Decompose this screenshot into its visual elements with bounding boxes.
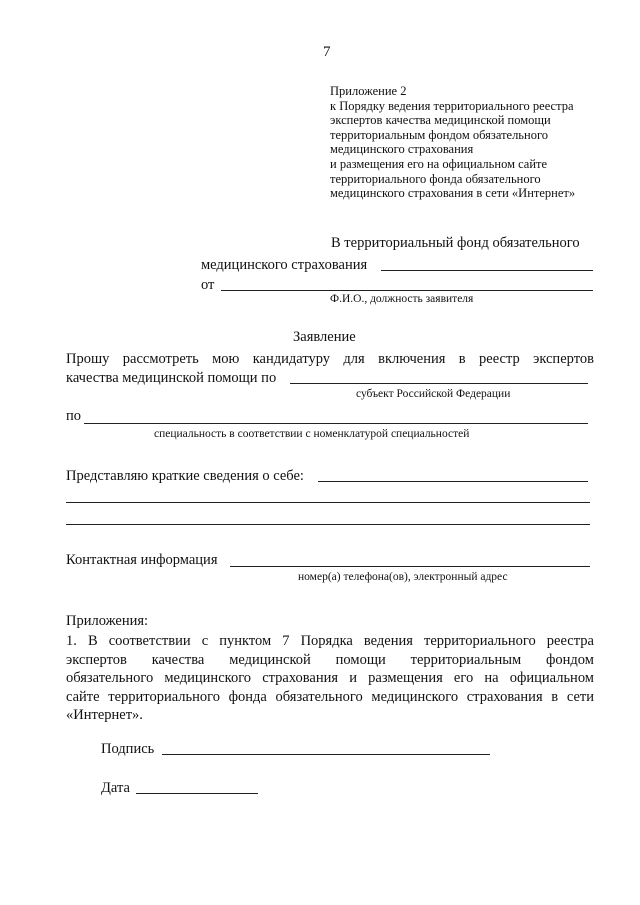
request-line-2: качества медицинской помощи по — [66, 370, 277, 386]
annex-line: к Порядку ведения территориального реестра — [330, 98, 574, 113]
request-word: кандидатуру — [252, 351, 331, 367]
attachment-word: Порядка — [300, 633, 353, 649]
annex-line: медицинского страхования — [330, 142, 474, 157]
attachment-word: и — [349, 670, 357, 686]
page-number: 7 — [323, 44, 331, 60]
attachment-word: с — [201, 633, 209, 649]
annex-line: и размещения его на официальном сайте — [330, 156, 548, 171]
attachment-text-row — [66, 688, 594, 707]
attachment-text-last: «Интернет». — [66, 707, 143, 723]
attachment-text-row — [66, 669, 594, 688]
attachment-item-1 — [66, 632, 594, 725]
region-line[interactable] — [290, 383, 588, 384]
specialty-line[interactable] — [84, 423, 588, 424]
attachment-word: ведения — [363, 633, 413, 649]
about-line-3[interactable] — [66, 524, 590, 525]
annex-header — [330, 84, 630, 201]
annex-line: территориального фонда обязательного — [330, 171, 541, 186]
about-line-2[interactable] — [66, 502, 590, 503]
attachment-word: 1. — [66, 633, 77, 649]
attachment-text-row — [66, 651, 594, 670]
contact-label: Контактная информация — [66, 552, 218, 568]
addressee-line-1: В территориальный фонд обязательного — [331, 235, 580, 251]
attachment-word: сайте — [66, 688, 100, 705]
applicant-name-caption: Ф.И.О., должность заявителя — [330, 293, 474, 305]
attachment-word: медицинского — [164, 670, 252, 686]
annex-line: территориальным фондом обязательного — [330, 127, 549, 142]
attachment-word: территориального — [108, 688, 220, 705]
attachment-word: его — [453, 670, 474, 686]
contact-line[interactable] — [230, 566, 590, 567]
request-word: для — [343, 351, 365, 367]
contact-caption: номер(а) телефона(ов), электронный адрес — [298, 571, 508, 583]
request-word: мою — [212, 351, 240, 367]
annex-line: экспертов качества медицинской помощи — [330, 113, 551, 128]
document-title: Заявление — [293, 329, 356, 345]
attachment-word: качества — [151, 651, 205, 668]
request-word: включения — [378, 351, 446, 367]
po-label: по — [66, 408, 82, 424]
date-line[interactable] — [136, 793, 258, 794]
from-label: от — [201, 277, 215, 293]
request-word: рассмотреть — [122, 351, 199, 367]
attachment-word: сети — [566, 688, 594, 705]
signature-label: Подпись — [101, 741, 155, 757]
signature-line[interactable] — [162, 754, 490, 755]
attachment-word: на — [484, 670, 499, 686]
request-word: экспертов — [533, 351, 594, 367]
attachment-word: медицинской — [229, 651, 311, 668]
attachment-word: медицинского — [371, 688, 459, 705]
attachment-word: территориального — [424, 633, 536, 649]
region-caption: субъект Российской Федерации — [356, 388, 511, 400]
attachment-word: фонда — [228, 688, 267, 705]
addressee-line-2: медицинского страхования — [201, 257, 368, 273]
attachments-heading: Приложения: — [66, 613, 149, 629]
attachment-word: страхования — [466, 688, 543, 705]
about-line-1[interactable] — [318, 481, 588, 482]
attachment-word: 7 — [282, 633, 290, 649]
attachment-word: помощи — [335, 651, 386, 668]
attachment-word: обязательного — [66, 670, 154, 686]
attachment-word: экспертов — [66, 651, 127, 668]
attachment-word: официальном — [509, 670, 594, 686]
request-word: Прошу — [66, 351, 110, 367]
annex-line: Приложение 2 — [330, 84, 407, 98]
request-line-1 — [66, 350, 594, 369]
attachment-word: фондом — [546, 651, 594, 668]
specialty-caption: специальность в соответствии с номенклатурой специальностей — [154, 428, 470, 440]
addressee-fund-line[interactable] — [381, 270, 593, 271]
attachment-word: размещения — [368, 670, 443, 686]
attachment-word: соответствии — [108, 633, 191, 649]
attachment-word: пунктом — [219, 633, 272, 649]
attachment-text-row — [66, 632, 594, 651]
request-word: реестр — [479, 351, 520, 367]
attachment-word: в — [551, 688, 559, 705]
attachment-word: страхования — [262, 670, 339, 686]
request-word: в — [458, 351, 466, 367]
annex-line: медицинского страхования в сети «Интернет» — [330, 186, 576, 201]
attachment-word: В — [87, 633, 98, 649]
attachment-word: обязательного — [275, 688, 363, 705]
attachment-word: реестра — [546, 633, 594, 649]
date-label: Дата — [101, 780, 130, 796]
applicant-name-line[interactable] — [221, 290, 593, 291]
about-label: Представляю краткие сведения о себе: — [66, 468, 304, 484]
attachment-word: территориальным — [410, 651, 522, 668]
